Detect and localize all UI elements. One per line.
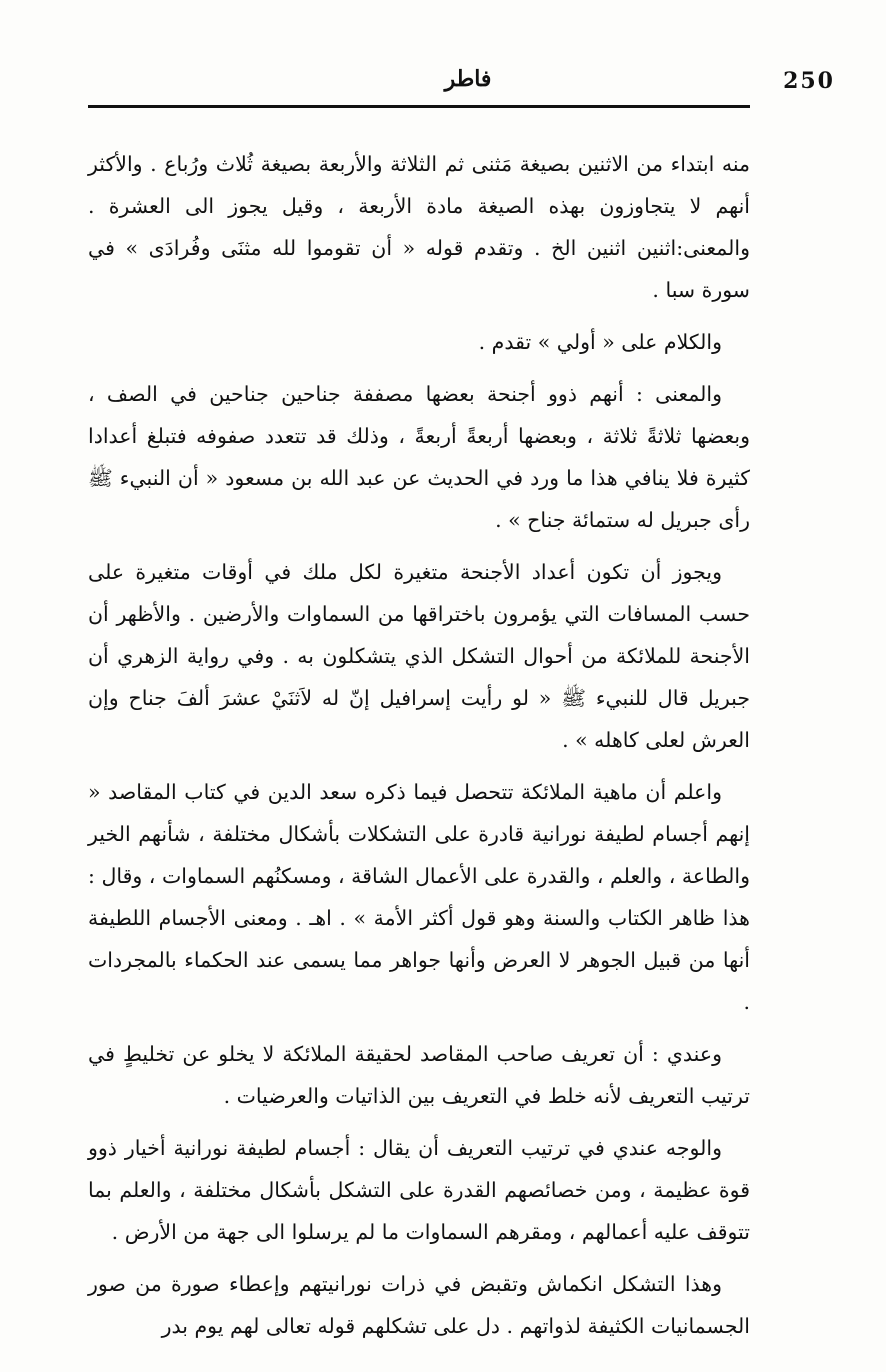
paragraph: ويجوز أن تكون أعداد الأجنحة متغيرة لكل ملك في أوقات متغيرة على حسب المسافات التي يؤمرون باختراقها من السماوات والأرضين . والأظهر أن الأجنحة للملائكة من أحوال التشكل الذي يتشكلون به . وفي رواية الزهري أن جبريل قال للنبيء ﷺ « لو رأيت إسرافيل إنّ له لاَثنَيْ عشرَ ألفَ جناح وإن العرش لعلى كاهله » . xyxy=(88,560,750,752)
header-rule xyxy=(88,105,750,108)
paragraph: منه ابتداء من الاثنين بصيغة مَثنى ثم الثلاثة والأربعة بصيغة ثُلاث ورُباع . والأكثر أنهم لا يتجاوزون بهذه الصيغة مادة الأربعة ، وقيل يجوز الى العشرة . والمعنى:اثنين اثنين الخ . وتقدم قوله « أن تقوموا لله مثنَى وفُرادَى » في سورة سبا . xyxy=(88,152,750,302)
page-number: 250 xyxy=(783,68,835,94)
running-head xyxy=(88,64,835,100)
paragraph: وعندي : أن تعريف صاحب المقاصد لحقيقة الملائكة لا يخلو عن تخليطٍ في ترتيب التعريف لأنه خلط في التعريف بين الذاتيات والعرضيات . xyxy=(88,1042,750,1108)
surah-title: فاطر xyxy=(444,66,492,92)
paragraph: واعلم أن ماهية الملائكة تتحصل فيما ذكره سعد الدين في كتاب المقاصد « إنهم أجسام لطيفة نورانية قادرة على التشكلات بأشكال مختلفة ، شأنهم الخير والطاعة ، والعلم ، والقدرة على الأعمال الشاقة ، ومسكنُهم السماوات ، وقال : هذا ظاهر الكتاب والسنة وهو قول أكثر الأمة » . اهـ . ومعنى الأجسام اللطيفة أنها من قبيل الجوهر لا العرض وأنها جواهر مما يسمى عند الحكماء بالمجردات . xyxy=(88,780,750,1014)
paragraph: والكلام على « أولي » تقدم . xyxy=(478,330,722,354)
paragraph: وهذا التشكل انكماش وتقبض في ذرات نورانيتهم وإعطاء صورة من صور الجسمانيات الكثيفة لذواتهم . دل على تشكلهم قوله تعالى لهم يوم بدر xyxy=(88,1272,750,1338)
paragraph: والوجه عندي في ترتيب التعريف أن يقال : أجسام لطيفة نورانية أخيار ذوو قوة عظيمة ، ومن خصائصهم القدرة على التشكل بأشكال مختلفة ، والعلم بما تتوقف عليه أعمالهم ، ومقرهم السماوات ما لم يرسلوا الى جهة من الأرض . xyxy=(88,1136,750,1244)
paragraph: والمعنى : أنهم ذوو أجنحة بعضها مصففة جناحين جناحين في الصف ، وبعضها ثلاثةً ثلاثة ، وبعضها أربعةً أربعةً ، وذلك قد تتعدد صفوفه فتبلغ أعدادا كثيرة فلا ينافي هذا ما ورد في الحديث عن عبد الله بن مسعود « أن النبيء ﷺ رأى جبريل له ستمائة جناح » . xyxy=(88,382,750,532)
body-text xyxy=(88,143,750,1357)
